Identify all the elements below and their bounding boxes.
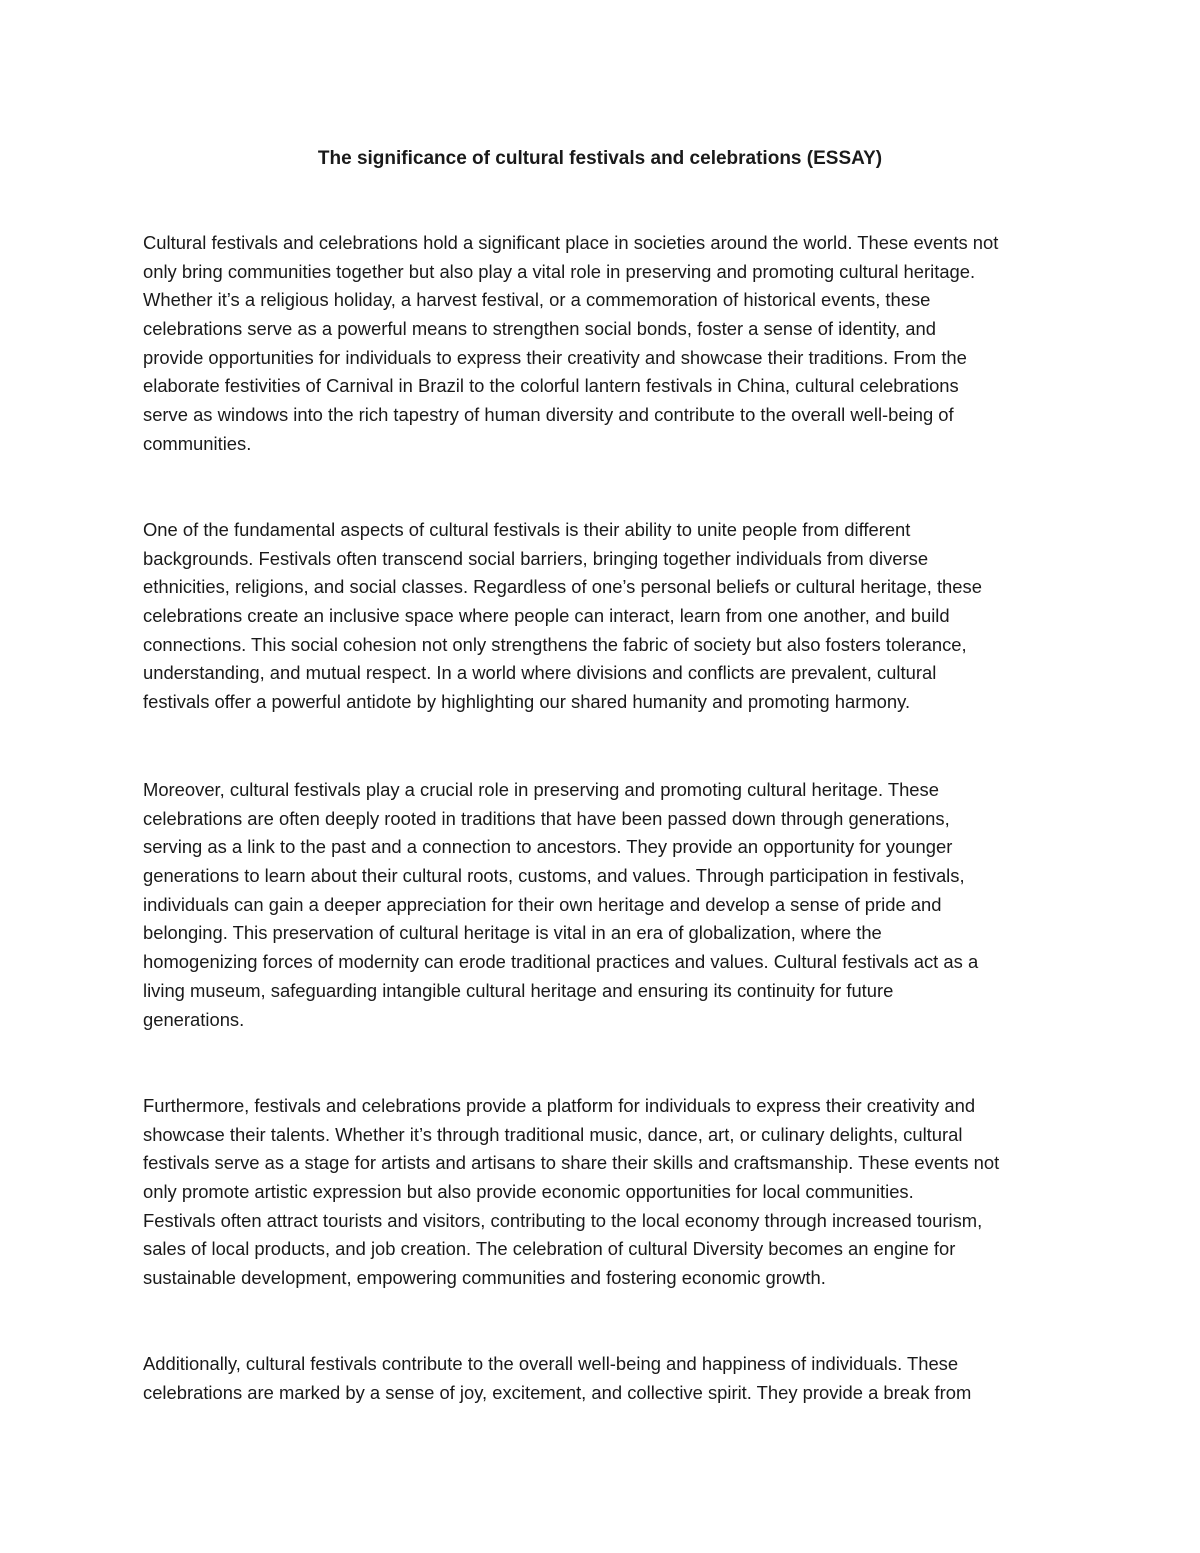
text-line: generations. xyxy=(143,1008,245,1030)
text-line: serving as a link to the past and a connection to ancestors. They provide an opportunity for younger xyxy=(143,836,953,858)
text-line: sustainable development, empowering communities and fostering economic growth. xyxy=(143,1267,826,1289)
text-line: Whether it’s a religious holiday, a harvest festival, or a commemoration of historical events, these xyxy=(143,289,931,311)
text-line: Moreover, cultural festivals play a crucial role in preserving and promoting cultural heritage. These xyxy=(143,779,939,800)
text-line: generations to learn about their cultural roots, customs, and values. Through participation in festivals, xyxy=(143,865,965,887)
text-line: individuals can gain a deeper appreciation for their own heritage and develop a sense of pride and xyxy=(143,893,942,915)
text-line: One of the fundamental aspects of cultural festivals is their ability to unite people from different xyxy=(143,519,911,540)
text-line: festivals offer a powerful antidote by highlighting our shared humanity and promoting harmony. xyxy=(143,691,911,713)
text-line: elaborate festivities of Carnival in Brazil to the colorful lantern festivals in China, cultural celebrations xyxy=(143,375,959,397)
text-line: homogenizing forces of modernity can erode traditional practices and values. Cultural festivals act as a xyxy=(143,951,979,973)
text-line: belonging. This preservation of cultural heritage is vital in an era of globalization, where the xyxy=(143,922,882,944)
text-line: Festivals often attract tourists and visitors, contributing to the local economy through increased tourism, xyxy=(143,1209,983,1231)
text-line: celebrations are often deeply rooted in traditions that have been passed down through generations, xyxy=(143,807,950,829)
text-line: celebrations create an inclusive space where people can interact, learn from one another, and build xyxy=(143,605,950,627)
paragraph-unity xyxy=(143,516,1063,717)
text-line: serve as windows into the rich tapestry of human diversity and contribute to the overall well-being of xyxy=(143,404,954,426)
text-line: sales of local products, and job creation. The celebration of cultural Diversity becomes an engine for xyxy=(143,1238,956,1260)
text-line: living museum, safeguarding intangible cultural heritage and ensuring its continuity for future xyxy=(143,979,894,1001)
text-line: ethnicities, religions, and social classes. Regardless of one’s personal beliefs or cultural heritage, these xyxy=(143,576,982,598)
text-line: only bring communities together but also play a vital role in preserving and promoting cultural heritage. xyxy=(143,260,976,282)
text-line: understanding, and mutual respect. In a world where divisions and conflicts are prevalent, cultural xyxy=(143,662,937,684)
text-line: connections. This social cohesion not only strengthens the fabric of society but also fosters tolerance, xyxy=(143,633,967,655)
text-line: showcase their talents. Whether it’s through traditional music, dance, art, or culinary delights, cultural xyxy=(143,1123,963,1145)
text-line: celebrations are marked by a sense of joy, excitement, and collective spirit. They provide a break from xyxy=(143,1381,972,1403)
text-line: celebrations serve as a powerful means to strengthen social bonds, foster a sense of identity, and xyxy=(143,318,936,340)
paragraph-heritage xyxy=(143,776,1063,1034)
text-line: festivals serve as a stage for artists and artisans to share their skills and craftsmanship. These events not xyxy=(143,1152,1000,1174)
text-line: only promote artistic expression but also provide economic opportunities for local communities. xyxy=(143,1181,914,1203)
text-line: Cultural festivals and celebrations hold a significant place in societies around the world. These events not xyxy=(143,232,999,253)
text-line: provide opportunities for individuals to express their creativity and showcase their traditions. From the xyxy=(143,346,967,368)
paragraph-well-being xyxy=(143,1350,1063,1407)
document-title: The significance of cultural festivals and celebrations (ESSAY) xyxy=(317,148,883,169)
text-line: communities. xyxy=(143,432,252,454)
text-line: Additionally, cultural festivals contribute to the overall well-being and happiness of individuals. These xyxy=(143,1353,959,1374)
text-line: Furthermore, festivals and celebrations provide a platform for individuals to express their creativity and xyxy=(143,1095,976,1116)
text-line: backgrounds. Festivals often transcend social barriers, bringing together individuals from diverse xyxy=(143,547,929,569)
paragraph-introduction xyxy=(143,229,1063,459)
paragraph-creativity xyxy=(143,1092,1063,1293)
